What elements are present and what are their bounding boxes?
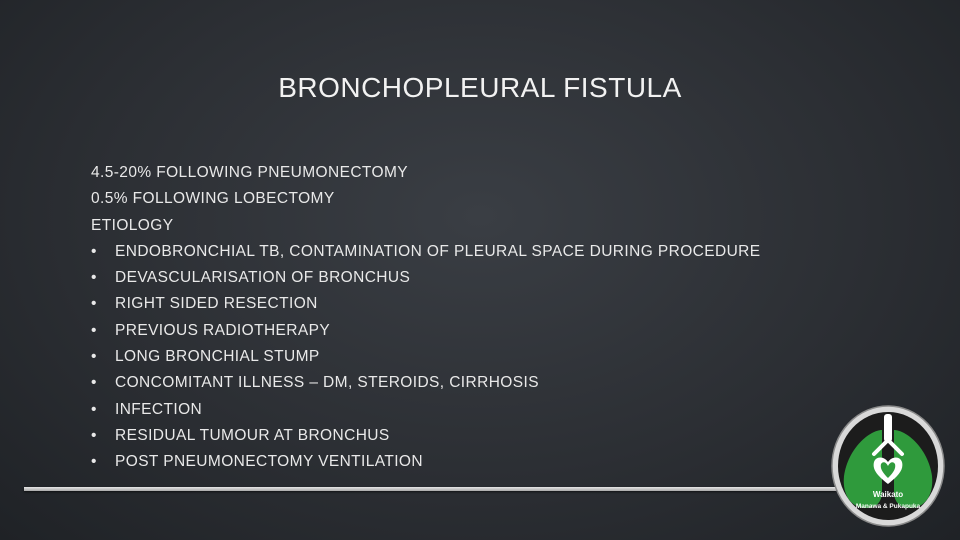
list-item-text: POST PNEUMONECTOMY VENTILATION bbox=[115, 453, 423, 471]
list-item bbox=[91, 423, 851, 449]
logo-text-line2: Manawa & Pukapuka bbox=[855, 503, 921, 510]
bullet-icon: • bbox=[91, 348, 97, 366]
divider-line bbox=[24, 487, 836, 491]
list-item-text: LONG BRONCHIAL STUMP bbox=[115, 348, 320, 366]
list-item-text: DEVASCULARISATION OF BRONCHUS bbox=[115, 269, 411, 287]
bullet-icon: • bbox=[91, 242, 97, 260]
etiology-heading: ETIOLOGY bbox=[91, 216, 174, 234]
list-item-text: PREVIOUS RADIOTHERAPY bbox=[115, 321, 331, 339]
list-item bbox=[91, 265, 851, 291]
slide-title: BRONCHOPLEURAL FISTULA bbox=[278, 72, 682, 103]
bullet-icon: • bbox=[91, 269, 97, 287]
bullet-icon: • bbox=[91, 453, 97, 471]
stat-pneumonectomy: 4.5-20% FOLLOWING PNEUMONECTOMY bbox=[91, 164, 409, 181]
stat-lobectomy: 0.5% FOLLOWING LOBECTOMY bbox=[91, 190, 335, 208]
bullet-icon: • bbox=[91, 400, 97, 418]
list-item bbox=[91, 449, 851, 475]
bullet-icon: • bbox=[91, 295, 97, 313]
logo-text-line1: Waikato bbox=[872, 490, 904, 499]
list-item bbox=[91, 318, 851, 344]
lungs-logo-icon bbox=[830, 404, 946, 528]
list-item-text: INFECTION bbox=[115, 400, 203, 418]
bullet-icon: • bbox=[91, 374, 97, 392]
list-item-text: RIGHT SIDED RESECTION bbox=[115, 295, 318, 313]
list-item-text: RESIDUAL TUMOUR AT BRONCHUS bbox=[115, 426, 390, 444]
list-item-text: CONCOMITANT ILLNESS – DM, STEROIDS, CIRRHOSIS bbox=[115, 374, 539, 392]
bullet-icon: • bbox=[91, 426, 97, 444]
list-item bbox=[91, 370, 851, 396]
bullet-icon: • bbox=[91, 321, 97, 339]
list-item-text: ENDOBRONCHIAL TB, CONTAMINATION OF PLEURAL SPACE DURING PROCEDURE bbox=[115, 242, 761, 260]
list-item bbox=[91, 397, 851, 423]
slide-body bbox=[91, 160, 851, 476]
list-item bbox=[91, 239, 851, 265]
list-item bbox=[91, 344, 851, 370]
list-item bbox=[91, 291, 851, 317]
